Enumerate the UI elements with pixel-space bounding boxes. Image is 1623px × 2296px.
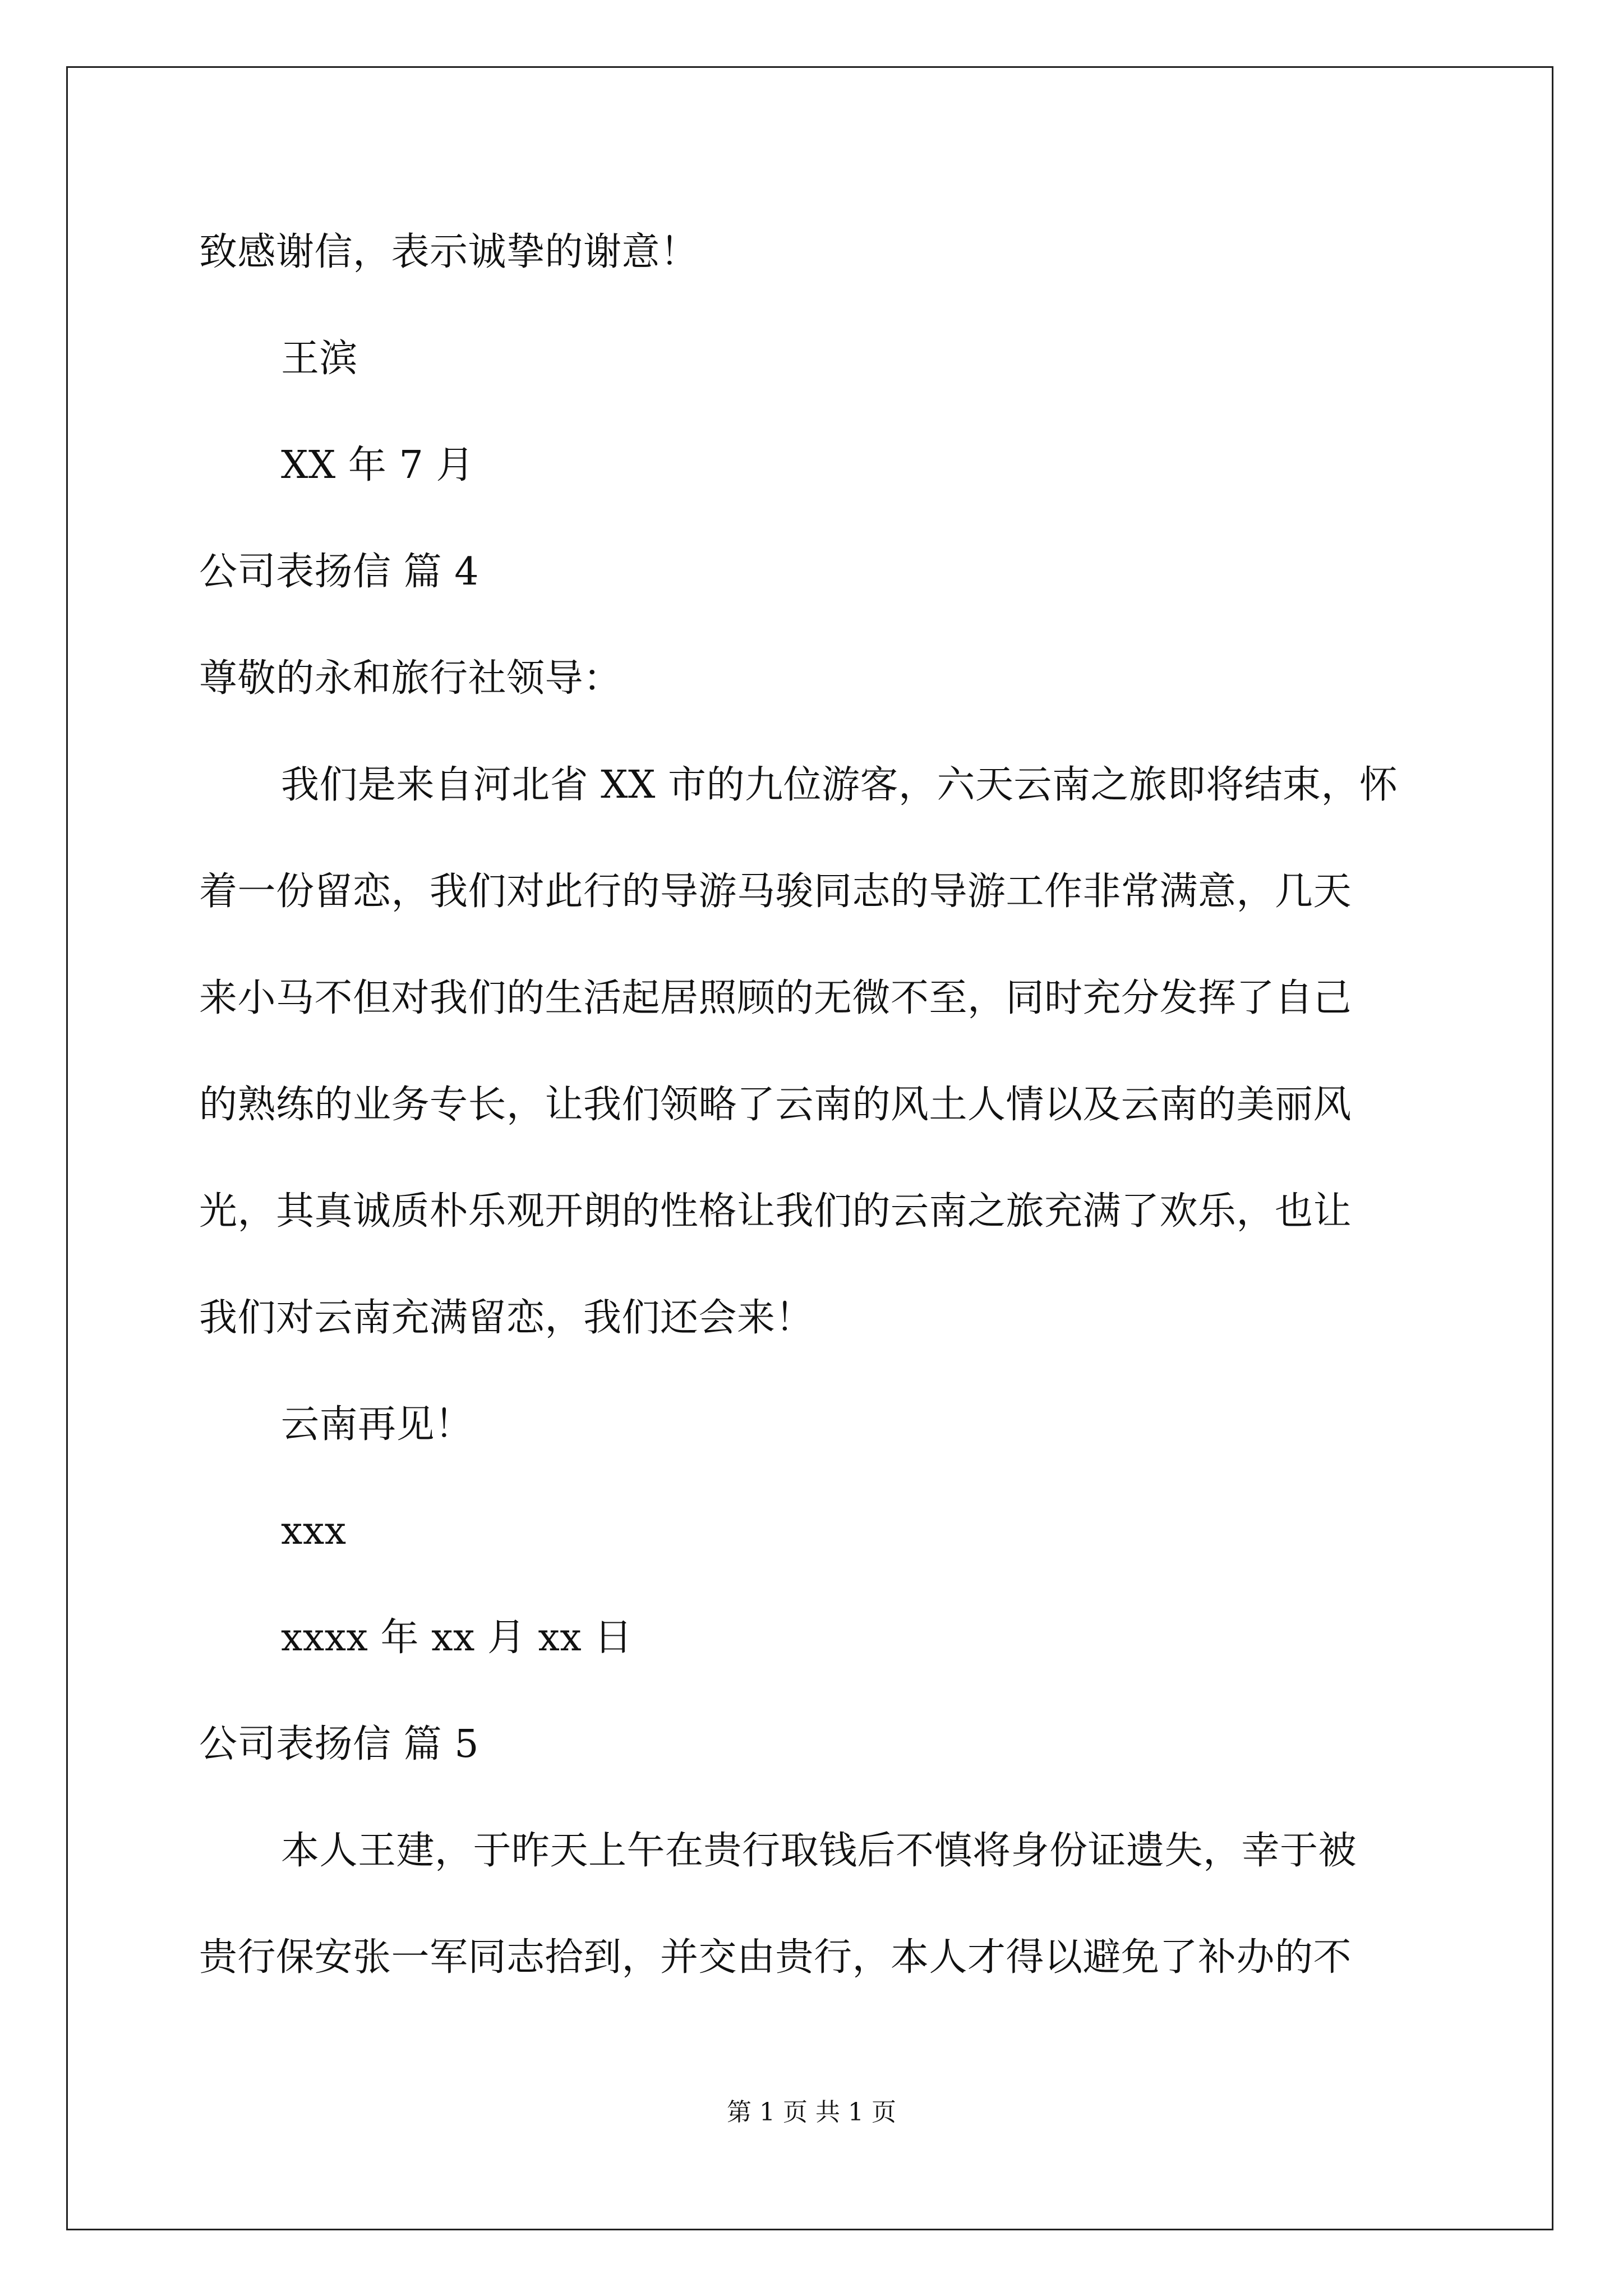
page-number-footer: 第 1 页 共 1 页 bbox=[727, 2098, 896, 2127]
body-line: 贵行保安张一军同志拾到，并交由贵行，本人才得以避免了补办的不 bbox=[199, 1935, 1352, 1980]
signature-name: xxx bbox=[281, 1509, 347, 1553]
body-line: 我们是来自河北省 XX 市的九位游客，六天云南之旅即将结束，怀 bbox=[281, 763, 1398, 807]
signature-date: xxxx 年 xx 月 xx 日 bbox=[281, 1616, 633, 1660]
body-line: 光，其真诚质朴乐观开朗的性格让我们的云南之旅充满了欢乐，也让 bbox=[199, 1189, 1352, 1234]
body-line: 的熟练的业务专长，让我们领略了云南的风土人情以及云南的美丽风 bbox=[199, 1083, 1352, 1127]
body-line: 本人王建，于昨天上午在贵行取钱后不慎将身份证遗失，幸于被 bbox=[281, 1829, 1357, 1873]
signature-date: XX 年 7 月 bbox=[281, 443, 474, 487]
farewell-line: 云南再见！ bbox=[281, 1402, 473, 1447]
body-line: 我们对云南充满留恋，我们还会来！ bbox=[199, 1296, 814, 1340]
signature-name: 王滨 bbox=[281, 337, 358, 381]
body-line: 来小马不但对我们的生活起居照顾的无微不至，同时充分发挥了自己 bbox=[199, 976, 1352, 1020]
body-line: 着一份留恋，我们对此行的导游马骏同志的导游工作非常满意，几天 bbox=[199, 869, 1352, 914]
section-heading-5: 公司表扬信 篇 5 bbox=[199, 1722, 479, 1766]
paragraph-closing-thanks: 致感谢信，表示诚挚的谢意！ bbox=[199, 230, 699, 274]
page-border bbox=[66, 66, 1553, 2230]
salutation: 尊敬的永和旅行社领导： bbox=[199, 656, 622, 701]
section-heading-4: 公司表扬信 篇 4 bbox=[199, 550, 479, 594]
